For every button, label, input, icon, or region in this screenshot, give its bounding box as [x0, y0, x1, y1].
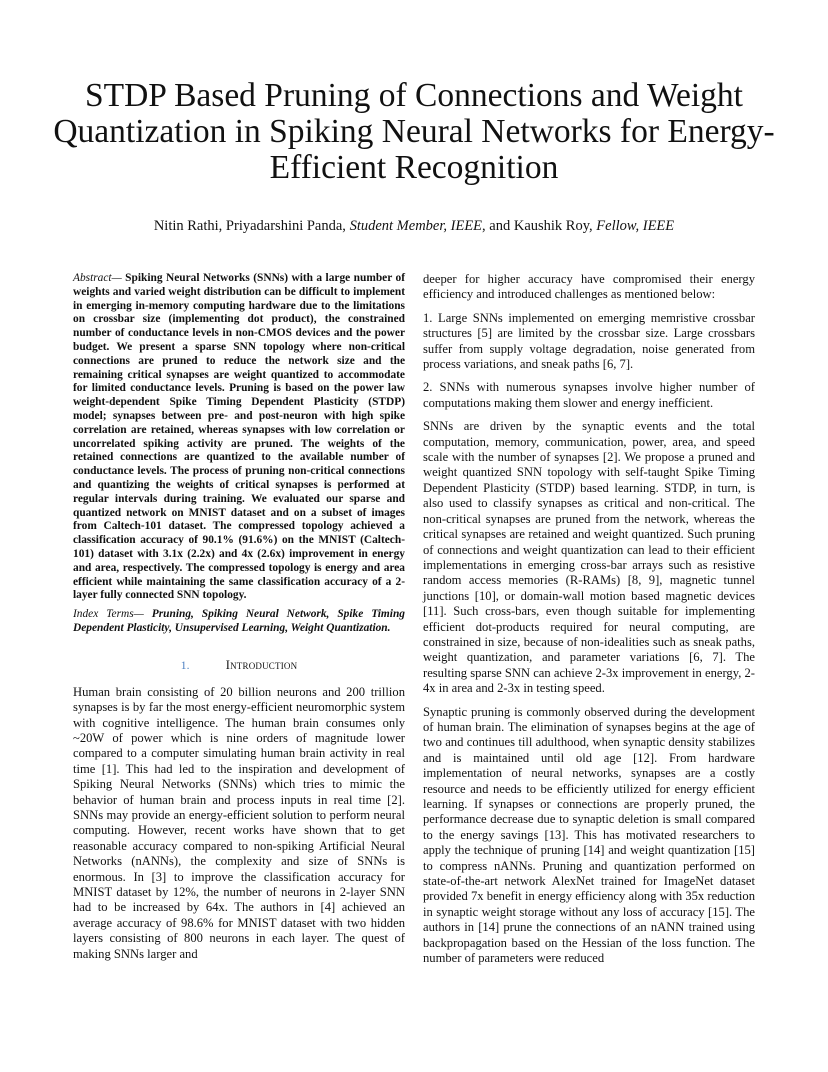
author-role-1: Student Member, IEEE — [349, 218, 483, 234]
author-role-2: Fellow, IEEE — [596, 218, 675, 234]
index-terms — [73, 608, 405, 636]
left-column — [73, 272, 405, 970]
abstract — [73, 272, 405, 603]
list-item: 2. SNNs with numerous synapses involve higher number of computations making them slower and energy inefficient. — [423, 380, 755, 410]
section-number: 1. — [180, 659, 190, 672]
author-names-2: , and Kaushik Roy, — [482, 218, 597, 234]
section-heading — [73, 658, 405, 673]
index-terms-label: Index Terms— — [73, 608, 144, 621]
paper-title — [40, 78, 788, 186]
right-column — [423, 272, 755, 974]
body-paragraph: Human brain consisting of 20 billion neurons and 200 trillion synapses is by far the most energy-efficient neuromorphic system with cognitive intelligence. The human brain consumes only ~20W of power which is nine orders of magnitude lower compared to a computer simulating human brain activity in real time [1]. This had led to the inspiration and development of Spiking Neural Networks (SNNs) which tries to mimic the behavior of human brain and process inputs in real time [2]. SNNs may provide an energy-efficient solution to perform neural computing. However, recent works have shown that to get reasonable accuracy compared to non-spiking Artificial Neural Networks (nANNs), the complexity and size of SNNs is enormous. In [3] to improve the classification accuracy for MNIST dataset by 12%, the number of neurons in 2-layer SNN had to be increased by 64x. The authors in [4] achieved an average accuracy of 98.6% for MNIST dataset with two hidden layers consisting of 800 neurons in each layer. The quest of making SNNs larger and — [73, 684, 405, 961]
body-paragraph: Synaptic pruning is commonly observed during the development of human brain. The elimination of synapses begins at the age of two and continues till adulthood, when synaptic density stabilizes and is maintained until old age [12]. From hardware implementation of neural networks, synapses are a costly resource and needs to be efficiently utilized for energy efficient learning. If synapses or connections are properly pruned, the performance decrease due to synaptic deletion is small compared to the energy savings [13]. This has motivated researchers to apply the technique of pruning [14] and weight quantization [15] to compress nANNs. Pruning and quantization performed on state-of-the-art network AlexNet trained for ImageNet dataset provided 7x benefit in energy efficiency along with 35x reduction in synaptic weight storage without any loss of accuracy [15]. The authors in [14] prune the connections of an nANN trained using backpropagation based on the Hessian of the loss function. The number of parameters were reduced — [423, 704, 755, 966]
abstract-body: Spiking Neural Networks (SNNs) with a large number of weights and varied weight distribution can be difficult to implement in emerging in-memory computing hardware due to the limitations on crossbar size (implementing dot product), the constrained number of conductance levels in non-CMOS devices and the power budget. We present a sparse SNN topology where non-critical connections are pruned to reduce the network size and the remaining critical synapses are weight quantized to accommodate for limited conductance levels. Pruning is based on the power law weight-dependent Spike Timing Dependent Plasticity (STDP) model; synapses between pre- and post-neuron with high spike correlation are retained, whereas synapses with low correlation or uncorrelated spiking activity are pruned. The weights of the retained connections are quantized to the available number of conductance levels. The process of pruning non-critical connections and quantizing the weights of critical synapses is performed at regular intervals during training. We evaluated our sparse and quantized network on MNIST dataset and on a subset of images from Caltech-101 dataset. The compressed topology achieved a classification accuracy of 90.1% (91.6%) on the MNIST (Caltech-101) dataset with 3.1x (2.2x) and 4x (2.6x) improvement in energy and area, respectively. The compressed topology is energy and area efficient while maintaining the same classification accuracy of a 2-layer fully connected SNN topology. — [73, 272, 405, 602]
author-names-1: Nitin Rathi, Priyadarshini Panda, — [153, 218, 350, 234]
title-line: Efficient Recognition — [269, 149, 559, 186]
body-paragraph: SNNs are driven by the synaptic events and the total computation, memory, communication, power, area, and speed scale with the number of synapses [2]. We propose a pruned and weight quantized SNN topology with self-taught Spike Timing Dependent Plasticity (STDP) based learning. STDP, in turn, is also used to classify synapses as critical and non-critical. The non-critical synapses are pruned from the network, whereas the critical synapses are retained and weight quantized. Such pruning of connections and weight quantization can lead to their efficient implementations in emerging cross-bar arrays such as resistive random access memories (R-RAMs) [8, 9], magnetic tunnel junctions [10], or domain-wall motion based magnetic devices [11]. Such cross-bars, even though suitable for implementing efficient dot-products required for neural computing, are constrained in size, because of non-idealities such as sneak paths, weight quantization, and parameter variations [6, 7]. The resulting sparse SNN can achieve 2-3x improvement in energy, 2-4x in area and 2-3x in testing speed. — [423, 419, 755, 696]
abstract-label: Abstract— — [73, 272, 122, 284]
body-paragraph: deeper for higher accuracy have compromised their energy efficiency and introduced challenges as mentioned below: — [423, 272, 755, 302]
author-line — [40, 218, 788, 235]
title-line: STDP Based Pruning of Connections and Weight — [85, 77, 743, 114]
title-line: Quantization in Spiking Neural Networks for Energy- — [53, 113, 775, 150]
section-title: Introduction — [225, 657, 298, 672]
index-terms-body: Pruning, Spiking Neural Network, Spike Timing Dependent Plasticity, Unsupervised Learning, Weight Quantization. — [73, 608, 405, 634]
list-item: 1. Large SNNs implemented on emerging memristive crossbar structures [5] are limited by the crossbar size. Large crossbars suffer from supply voltage degradation, noise generated from process variations, and sneak paths [6, 7]. — [423, 310, 755, 372]
